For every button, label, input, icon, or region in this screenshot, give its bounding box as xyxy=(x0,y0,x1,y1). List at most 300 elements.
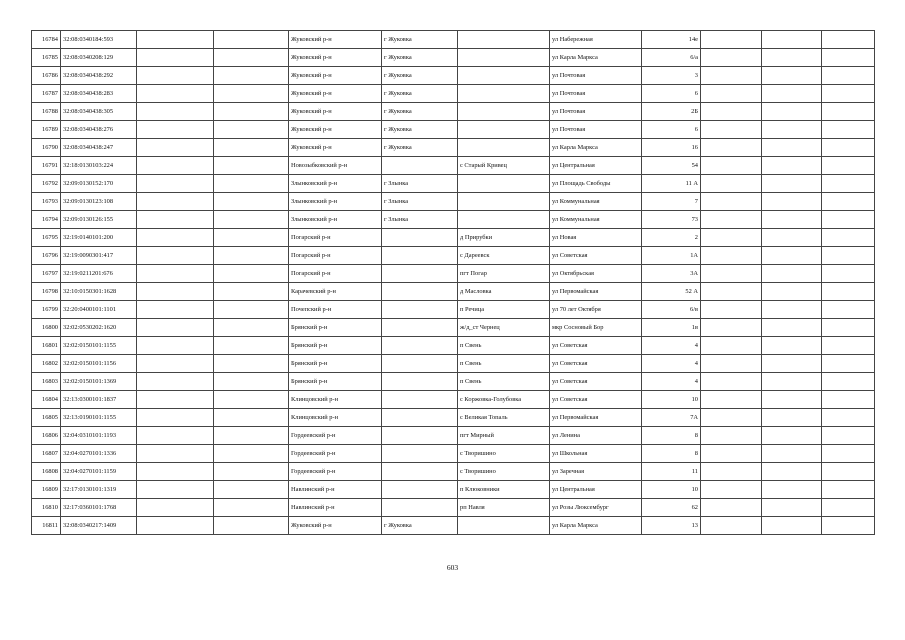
record-number-cell: 16808 xyxy=(32,463,61,481)
empty-cell xyxy=(701,175,762,193)
street-cell: ул Школьная xyxy=(550,445,642,463)
record-number-cell: 16806 xyxy=(32,427,61,445)
empty-cell xyxy=(137,481,214,499)
town-cell: г Жуковка xyxy=(382,139,458,157)
empty-cell xyxy=(762,301,822,319)
table-body xyxy=(32,31,875,535)
empty-cell xyxy=(701,67,762,85)
table-row xyxy=(32,463,875,481)
house-number-cell: 1в xyxy=(642,319,701,337)
table-row xyxy=(32,175,875,193)
table-row xyxy=(32,31,875,49)
empty-cell xyxy=(701,355,762,373)
record-number-cell: 16803 xyxy=(32,373,61,391)
town-cell xyxy=(382,229,458,247)
empty-cell xyxy=(214,427,289,445)
empty-cell xyxy=(214,103,289,121)
empty-cell xyxy=(214,319,289,337)
empty-cell xyxy=(822,265,875,283)
empty-cell xyxy=(762,265,822,283)
cadastral-number-cell: 32:08:0340438:305 xyxy=(61,103,137,121)
street-cell: ул Первомайская xyxy=(550,283,642,301)
record-number-cell: 16791 xyxy=(32,157,61,175)
empty-cell xyxy=(137,391,214,409)
empty-cell xyxy=(214,157,289,175)
town-cell xyxy=(382,157,458,175)
settlement-cell: с Старый Кривец xyxy=(458,157,550,175)
empty-cell xyxy=(701,481,762,499)
table-row xyxy=(32,229,875,247)
district-cell: Клинцовский р-н xyxy=(289,391,382,409)
town-cell: г Злынка xyxy=(382,193,458,211)
district-cell: Злынковский р-н xyxy=(289,193,382,211)
empty-cell xyxy=(137,139,214,157)
empty-cell xyxy=(701,445,762,463)
town-cell xyxy=(382,247,458,265)
empty-cell xyxy=(137,445,214,463)
house-number-cell: 6 xyxy=(642,121,701,139)
street-cell: ул 70 лет Октября xyxy=(550,301,642,319)
table-row xyxy=(32,49,875,67)
settlement-cell: п Свень xyxy=(458,337,550,355)
town-cell xyxy=(382,499,458,517)
record-number-cell: 16800 xyxy=(32,319,61,337)
record-number-cell: 16802 xyxy=(32,355,61,373)
district-cell: Брянский р-н xyxy=(289,355,382,373)
record-number-cell: 16811 xyxy=(32,517,61,535)
settlement-cell xyxy=(458,139,550,157)
district-cell: Жуковский р-н xyxy=(289,85,382,103)
table-row xyxy=(32,355,875,373)
house-number-cell: 3А xyxy=(642,265,701,283)
house-number-cell: 2 xyxy=(642,229,701,247)
empty-cell xyxy=(822,373,875,391)
empty-cell xyxy=(214,265,289,283)
empty-cell xyxy=(137,409,214,427)
empty-cell xyxy=(701,193,762,211)
empty-cell xyxy=(822,193,875,211)
empty-cell xyxy=(762,283,822,301)
empty-cell xyxy=(701,229,762,247)
table-row xyxy=(32,139,875,157)
empty-cell xyxy=(214,373,289,391)
table-row xyxy=(32,427,875,445)
empty-cell xyxy=(762,247,822,265)
house-number-cell: 52 А xyxy=(642,283,701,301)
empty-cell xyxy=(762,157,822,175)
house-number-cell: 8 xyxy=(642,427,701,445)
district-cell: Гордеевский р-н xyxy=(289,463,382,481)
settlement-cell: п Речица xyxy=(458,301,550,319)
empty-cell xyxy=(137,247,214,265)
empty-cell xyxy=(214,337,289,355)
empty-cell xyxy=(137,463,214,481)
record-number-cell: 16787 xyxy=(32,85,61,103)
table-row xyxy=(32,409,875,427)
district-cell: Жуковский р-н xyxy=(289,49,382,67)
record-number-cell: 16796 xyxy=(32,247,61,265)
empty-cell xyxy=(214,445,289,463)
table-row xyxy=(32,517,875,535)
district-cell: Почепский р-н xyxy=(289,301,382,319)
settlement-cell: с Великая Топаль xyxy=(458,409,550,427)
street-cell: ул Площадь Свободы xyxy=(550,175,642,193)
house-number-cell: 4 xyxy=(642,337,701,355)
table-row xyxy=(32,247,875,265)
district-cell: Клинцовский р-н xyxy=(289,409,382,427)
town-cell: г Жуковка xyxy=(382,103,458,121)
street-cell: ул Карла Маркса xyxy=(550,49,642,67)
record-number-cell: 16798 xyxy=(32,283,61,301)
record-number-cell: 16795 xyxy=(32,229,61,247)
house-number-cell: 6 xyxy=(642,85,701,103)
table-row xyxy=(32,337,875,355)
town-cell: г Жуковка xyxy=(382,31,458,49)
district-cell: Жуковский р-н xyxy=(289,31,382,49)
empty-cell xyxy=(762,31,822,49)
cadastral-number-cell: 32:04:0310101:1193 xyxy=(61,427,137,445)
empty-cell xyxy=(701,499,762,517)
empty-cell xyxy=(822,319,875,337)
record-number-cell: 16785 xyxy=(32,49,61,67)
empty-cell xyxy=(214,175,289,193)
empty-cell xyxy=(137,517,214,535)
empty-cell xyxy=(137,373,214,391)
empty-cell xyxy=(137,319,214,337)
empty-cell xyxy=(701,319,762,337)
cadastral-number-cell: 32:08:0340208:129 xyxy=(61,49,137,67)
empty-cell xyxy=(701,85,762,103)
empty-cell xyxy=(137,283,214,301)
street-cell: ул Коммунальная xyxy=(550,211,642,229)
empty-cell xyxy=(822,445,875,463)
district-cell: Навлинский р-н xyxy=(289,481,382,499)
empty-cell xyxy=(822,355,875,373)
house-number-cell: 54 xyxy=(642,157,701,175)
street-cell: ул Почтовая xyxy=(550,67,642,85)
town-cell xyxy=(382,301,458,319)
settlement-cell: пгт Погар xyxy=(458,265,550,283)
empty-cell xyxy=(762,337,822,355)
empty-cell xyxy=(701,427,762,445)
settlement-cell xyxy=(458,67,550,85)
empty-cell xyxy=(822,391,875,409)
empty-cell xyxy=(822,517,875,535)
town-cell xyxy=(382,355,458,373)
town-cell: г Жуковка xyxy=(382,49,458,67)
house-number-cell: 4 xyxy=(642,355,701,373)
settlement-cell xyxy=(458,49,550,67)
empty-cell xyxy=(214,355,289,373)
empty-cell xyxy=(214,211,289,229)
street-cell: ул Розы Люксембург xyxy=(550,499,642,517)
empty-cell xyxy=(214,193,289,211)
empty-cell xyxy=(762,67,822,85)
empty-cell xyxy=(822,301,875,319)
empty-cell xyxy=(137,211,214,229)
cadastral-number-cell: 32:19:0090301:417 xyxy=(61,247,137,265)
house-number-cell: 10 xyxy=(642,391,701,409)
house-number-cell: 4 xyxy=(642,373,701,391)
empty-cell xyxy=(137,85,214,103)
settlement-cell xyxy=(458,31,550,49)
empty-cell xyxy=(701,463,762,481)
street-cell: ул Первомайская xyxy=(550,409,642,427)
empty-cell xyxy=(137,427,214,445)
empty-cell xyxy=(214,229,289,247)
table-row xyxy=(32,481,875,499)
settlement-cell xyxy=(458,517,550,535)
empty-cell xyxy=(137,157,214,175)
settlement-cell: с Коржовка-Голубовка xyxy=(458,391,550,409)
empty-cell xyxy=(701,265,762,283)
cadastral-number-cell: 32:02:0150101:1156 xyxy=(61,355,137,373)
town-cell: г Жуковка xyxy=(382,121,458,139)
district-cell: Жуковский р-н xyxy=(289,103,382,121)
cadastral-number-cell: 32:02:0530202:1620 xyxy=(61,319,137,337)
district-cell: Погарский р-н xyxy=(289,265,382,283)
record-number-cell: 16809 xyxy=(32,481,61,499)
empty-cell xyxy=(701,121,762,139)
record-number-cell: 16789 xyxy=(32,121,61,139)
empty-cell xyxy=(762,427,822,445)
settlement-cell xyxy=(458,103,550,121)
empty-cell xyxy=(701,103,762,121)
district-cell: Брянский р-н xyxy=(289,337,382,355)
town-cell xyxy=(382,445,458,463)
street-cell: ул Октябрьская xyxy=(550,265,642,283)
empty-cell xyxy=(701,49,762,67)
table-row xyxy=(32,211,875,229)
table-row xyxy=(32,157,875,175)
empty-cell xyxy=(701,337,762,355)
house-number-cell: 62 xyxy=(642,499,701,517)
town-cell: г Жуковка xyxy=(382,67,458,85)
settlement-cell: д Прирубки xyxy=(458,229,550,247)
empty-cell xyxy=(137,265,214,283)
empty-cell xyxy=(701,517,762,535)
empty-cell xyxy=(214,409,289,427)
empty-cell xyxy=(701,139,762,157)
empty-cell xyxy=(822,49,875,67)
empty-cell xyxy=(762,355,822,373)
table-row xyxy=(32,499,875,517)
house-number-cell: 7А xyxy=(642,409,701,427)
empty-cell xyxy=(214,85,289,103)
page-number: 603 xyxy=(446,563,459,572)
cadastral-number-cell: 32:17:0360101:1768 xyxy=(61,499,137,517)
cadastral-number-cell: 32:04:0270101:1159 xyxy=(61,463,137,481)
empty-cell xyxy=(822,157,875,175)
record-number-cell: 16792 xyxy=(32,175,61,193)
empty-cell xyxy=(762,481,822,499)
empty-cell xyxy=(214,31,289,49)
cadastral-number-cell: 32:13:0190101:1155 xyxy=(61,409,137,427)
district-cell: Жуковский р-н xyxy=(289,121,382,139)
empty-cell xyxy=(137,67,214,85)
house-number-cell: 16 xyxy=(642,139,701,157)
empty-cell xyxy=(762,139,822,157)
district-cell: Карачевский р-н xyxy=(289,283,382,301)
empty-cell xyxy=(762,175,822,193)
empty-cell xyxy=(822,463,875,481)
empty-cell xyxy=(822,229,875,247)
district-cell: Погарский р-н xyxy=(289,247,382,265)
empty-cell xyxy=(762,103,822,121)
table-row xyxy=(32,445,875,463)
empty-cell xyxy=(137,121,214,139)
house-number-cell: 2Б xyxy=(642,103,701,121)
empty-cell xyxy=(822,427,875,445)
empty-cell xyxy=(822,175,875,193)
cadastral-number-cell: 32:18:0130103:224 xyxy=(61,157,137,175)
table-row xyxy=(32,319,875,337)
street-cell: ул Набережная xyxy=(550,31,642,49)
street-cell: ул Советская xyxy=(550,247,642,265)
settlement-cell: ж/д_ст Чернец xyxy=(458,319,550,337)
cadastral-number-cell: 32:08:0340438:292 xyxy=(61,67,137,85)
table-row xyxy=(32,391,875,409)
empty-cell xyxy=(762,517,822,535)
empty-cell xyxy=(762,463,822,481)
cadastral-number-cell: 32:08:0340438:276 xyxy=(61,121,137,139)
empty-cell xyxy=(214,499,289,517)
house-number-cell: 13 xyxy=(642,517,701,535)
town-cell: г Жуковка xyxy=(382,85,458,103)
street-cell: ул Центральная xyxy=(550,157,642,175)
empty-cell xyxy=(822,283,875,301)
table-row xyxy=(32,121,875,139)
empty-cell xyxy=(137,499,214,517)
district-cell: Жуковский р-н xyxy=(289,517,382,535)
empty-cell xyxy=(214,247,289,265)
record-number-cell: 16810 xyxy=(32,499,61,517)
settlement-cell: д Масловка xyxy=(458,283,550,301)
record-number-cell: 16807 xyxy=(32,445,61,463)
house-number-cell: 8 xyxy=(642,445,701,463)
town-cell xyxy=(382,337,458,355)
empty-cell xyxy=(822,67,875,85)
register-table xyxy=(31,30,875,535)
empty-cell xyxy=(762,229,822,247)
document-sheet xyxy=(31,30,874,535)
empty-cell xyxy=(762,121,822,139)
empty-cell xyxy=(701,373,762,391)
settlement-cell: с Творишино xyxy=(458,445,550,463)
empty-cell xyxy=(137,31,214,49)
empty-cell xyxy=(137,103,214,121)
cadastral-number-cell: 32:09:0130152:170 xyxy=(61,175,137,193)
empty-cell xyxy=(822,85,875,103)
record-number-cell: 16797 xyxy=(32,265,61,283)
empty-cell xyxy=(137,229,214,247)
cadastral-number-cell: 32:04:0270101:1336 xyxy=(61,445,137,463)
cadastral-number-cell: 32:09:0130126:155 xyxy=(61,211,137,229)
street-cell: ул Советская xyxy=(550,337,642,355)
cadastral-number-cell: 32:09:0130123:108 xyxy=(61,193,137,211)
street-cell: ул Карла Маркса xyxy=(550,139,642,157)
street-cell: мкр Сосновый Бор xyxy=(550,319,642,337)
empty-cell xyxy=(762,193,822,211)
town-cell: г Злынка xyxy=(382,175,458,193)
empty-cell xyxy=(137,49,214,67)
cadastral-number-cell: 32:08:0340217:1409 xyxy=(61,517,137,535)
table-row xyxy=(32,265,875,283)
empty-cell xyxy=(701,391,762,409)
cadastral-number-cell: 32:02:0150101:1369 xyxy=(61,373,137,391)
record-number-cell: 16799 xyxy=(32,301,61,319)
town-cell xyxy=(382,427,458,445)
record-number-cell: 16790 xyxy=(32,139,61,157)
house-number-cell: 7 xyxy=(642,193,701,211)
town-cell xyxy=(382,409,458,427)
town-cell xyxy=(382,319,458,337)
cadastral-number-cell: 32:08:0340184:593 xyxy=(61,31,137,49)
street-cell: ул Коммунальная xyxy=(550,193,642,211)
house-number-cell: 73 xyxy=(642,211,701,229)
empty-cell xyxy=(137,175,214,193)
empty-cell xyxy=(762,319,822,337)
street-cell: ул Советская xyxy=(550,373,642,391)
street-cell: ул Советская xyxy=(550,391,642,409)
settlement-cell xyxy=(458,121,550,139)
empty-cell xyxy=(214,517,289,535)
cadastral-number-cell: 32:20:0400101:1101 xyxy=(61,301,137,319)
district-cell: Злынковский р-н xyxy=(289,211,382,229)
table-row xyxy=(32,301,875,319)
table-row xyxy=(32,193,875,211)
table-row xyxy=(32,103,875,121)
empty-cell xyxy=(137,193,214,211)
table-row xyxy=(32,283,875,301)
empty-cell xyxy=(822,103,875,121)
record-number-cell: 16804 xyxy=(32,391,61,409)
empty-cell xyxy=(822,481,875,499)
empty-cell xyxy=(214,481,289,499)
record-number-cell: 16805 xyxy=(32,409,61,427)
house-number-cell: 11 xyxy=(642,463,701,481)
house-number-cell: 6/а xyxy=(642,49,701,67)
settlement-cell: пгт Мирный xyxy=(458,427,550,445)
empty-cell xyxy=(701,211,762,229)
empty-cell xyxy=(214,121,289,139)
empty-cell xyxy=(137,301,214,319)
settlement-cell: с Творишино xyxy=(458,463,550,481)
town-cell: г Жуковка xyxy=(382,517,458,535)
empty-cell xyxy=(762,391,822,409)
empty-cell xyxy=(701,247,762,265)
settlement-cell xyxy=(458,211,550,229)
empty-cell xyxy=(214,139,289,157)
empty-cell xyxy=(822,139,875,157)
district-cell: Новозыбковский р-н xyxy=(289,157,382,175)
town-cell xyxy=(382,373,458,391)
empty-cell xyxy=(822,409,875,427)
cadastral-number-cell: 32:19:0211201:676 xyxy=(61,265,137,283)
town-cell xyxy=(382,391,458,409)
record-number-cell: 16786 xyxy=(32,67,61,85)
empty-cell xyxy=(137,337,214,355)
empty-cell xyxy=(701,283,762,301)
cadastral-number-cell: 32:10:0150301:1628 xyxy=(61,283,137,301)
street-cell: ул Центральная xyxy=(550,481,642,499)
record-number-cell: 16793 xyxy=(32,193,61,211)
cadastral-number-cell: 32:08:0340438:247 xyxy=(61,139,137,157)
street-cell: ул Заречная xyxy=(550,463,642,481)
house-number-cell: 3 xyxy=(642,67,701,85)
town-cell xyxy=(382,481,458,499)
district-cell: Злынковский р-н xyxy=(289,175,382,193)
